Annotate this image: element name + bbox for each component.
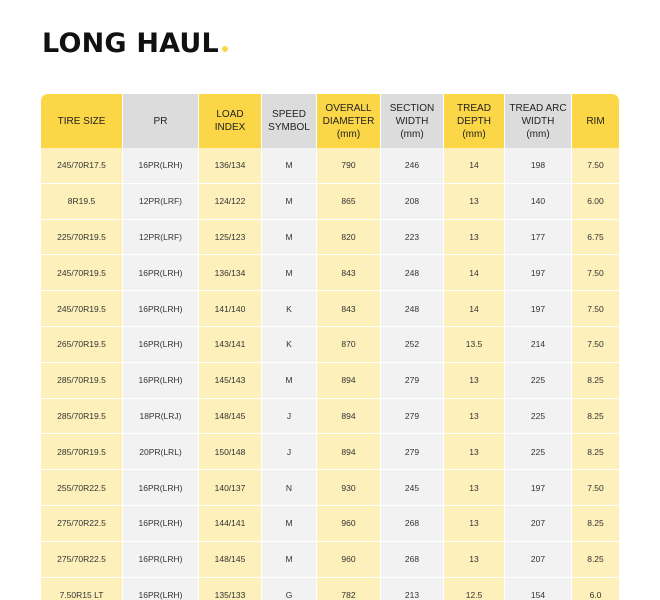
cell-load-index: 136/134	[199, 255, 262, 291]
header-line: TREAD ARC	[509, 102, 567, 114]
table-body	[41, 148, 619, 600]
cell-pr: 16PR(LRH)	[123, 291, 199, 327]
cell-load-index: 135/133	[199, 578, 262, 600]
table-row	[41, 363, 619, 399]
cell-overall-diameter: 843	[317, 291, 381, 327]
cell-section-width: 223	[381, 220, 444, 256]
cell-rim: 6.00	[572, 184, 619, 220]
cell-overall-diameter: 782	[317, 578, 381, 600]
cell-tread-arc-width: 197	[505, 291, 572, 327]
cell-overall-diameter: 894	[317, 434, 381, 470]
cell-load-index: 148/145	[199, 542, 262, 578]
cell-overall-diameter: 960	[317, 542, 381, 578]
cell-section-width: 279	[381, 399, 444, 435]
cell-tread-depth: 12.5	[444, 578, 505, 600]
cell-tire-size: 8R19.5	[41, 184, 123, 220]
header-load-index	[199, 94, 262, 148]
cell-load-index: 144/141	[199, 506, 262, 542]
cell-section-width: 248	[381, 291, 444, 327]
cell-section-width: 208	[381, 184, 444, 220]
cell-load-index: 145/143	[199, 363, 262, 399]
header-overall-diameter	[317, 94, 381, 148]
cell-speed-symbol: M	[262, 255, 317, 291]
cell-tire-size: 245/70R19.5	[41, 255, 123, 291]
cell-section-width: 279	[381, 363, 444, 399]
header-line: (mm)	[400, 128, 424, 140]
header-line: TREAD	[457, 102, 491, 114]
cell-pr: 16PR(LRH)	[123, 506, 199, 542]
header-rim	[572, 94, 619, 148]
table-row	[41, 255, 619, 291]
cell-speed-symbol: J	[262, 434, 317, 470]
table-row	[41, 220, 619, 256]
cell-tread-depth: 13	[444, 542, 505, 578]
cell-pr: 12PR(LRF)	[123, 220, 199, 256]
cell-tread-depth: 13	[444, 434, 505, 470]
table-row	[41, 506, 619, 542]
cell-rim: 6.0	[572, 578, 619, 600]
table-row	[41, 327, 619, 363]
cell-pr: 16PR(LRH)	[123, 148, 199, 184]
cell-section-width: 248	[381, 255, 444, 291]
cell-speed-symbol: M	[262, 148, 317, 184]
cell-speed-symbol: K	[262, 327, 317, 363]
header-line: DIAMETER	[322, 115, 375, 127]
cell-tire-size: 285/70R19.5	[41, 363, 123, 399]
cell-load-index: 136/134	[199, 148, 262, 184]
table-row	[41, 542, 619, 578]
cell-tread-arc-width: 177	[505, 220, 572, 256]
cell-tread-arc-width: 207	[505, 506, 572, 542]
cell-tread-depth: 13	[444, 470, 505, 506]
cell-tire-size: 265/70R19.5	[41, 327, 123, 363]
header-line: TIRE SIZE	[57, 115, 106, 127]
header-tread-arc-width	[505, 94, 572, 148]
cell-speed-symbol: J	[262, 399, 317, 435]
header-tire-size	[41, 94, 123, 148]
header-line: INDEX	[214, 122, 246, 133]
cell-tread-depth: 14	[444, 148, 505, 184]
header-line: SPEED	[272, 109, 306, 120]
title-accent-dot	[222, 46, 228, 52]
cell-tread-arc-width: 140	[505, 184, 572, 220]
cell-load-index: 125/123	[199, 220, 262, 256]
cell-pr: 16PR(LRH)	[123, 363, 199, 399]
header-line: WIDTH	[521, 115, 555, 127]
cell-load-index: 141/140	[199, 291, 262, 327]
table-row	[41, 434, 619, 470]
cell-tire-size: 245/70R17.5	[41, 148, 123, 184]
cell-rim: 8.25	[572, 399, 619, 435]
cell-overall-diameter: 843	[317, 255, 381, 291]
cell-rim: 7.50	[572, 148, 619, 184]
cell-section-width: 268	[381, 542, 444, 578]
table-header-row	[41, 94, 619, 148]
header-line: RIM	[586, 115, 605, 127]
cell-section-width: 246	[381, 148, 444, 184]
cell-section-width: 268	[381, 506, 444, 542]
cell-tread-arc-width: 225	[505, 363, 572, 399]
page-title: LONG HAUL	[42, 28, 219, 59]
cell-overall-diameter: 894	[317, 363, 381, 399]
cell-tread-depth: 14	[444, 291, 505, 327]
cell-tire-size: 225/70R19.5	[41, 220, 123, 256]
header-line: (mm)	[462, 128, 486, 140]
cell-rim: 8.25	[572, 363, 619, 399]
cell-tread-arc-width: 225	[505, 434, 572, 470]
header-section-width	[381, 94, 444, 148]
cell-tread-depth: 13	[444, 506, 505, 542]
cell-speed-symbol: G	[262, 578, 317, 600]
cell-tire-size: 285/70R19.5	[41, 434, 123, 470]
cell-pr: 18PR(LRJ)	[123, 399, 199, 435]
cell-speed-symbol: K	[262, 291, 317, 327]
table-row	[41, 399, 619, 435]
cell-pr: 12PR(LRF)	[123, 184, 199, 220]
cell-pr: 20PR(LRL)	[123, 434, 199, 470]
cell-tread-arc-width: 197	[505, 470, 572, 506]
cell-tire-size: 255/70R22.5	[41, 470, 123, 506]
page-title-block	[42, 30, 228, 57]
cell-rim: 7.50	[572, 470, 619, 506]
cell-tread-depth: 13	[444, 220, 505, 256]
cell-pr: 16PR(LRH)	[123, 470, 199, 506]
table-row	[41, 470, 619, 506]
cell-rim: 7.50	[572, 255, 619, 291]
cell-tread-depth: 13	[444, 363, 505, 399]
cell-speed-symbol: M	[262, 363, 317, 399]
cell-rim: 8.25	[572, 506, 619, 542]
table-row	[41, 184, 619, 220]
cell-tread-arc-width: 207	[505, 542, 572, 578]
cell-tread-arc-width: 197	[505, 255, 572, 291]
cell-load-index: 148/145	[199, 399, 262, 435]
cell-rim: 6.75	[572, 220, 619, 256]
table-row	[41, 148, 619, 184]
cell-tread-arc-width: 198	[505, 148, 572, 184]
cell-speed-symbol: M	[262, 220, 317, 256]
table-row	[41, 291, 619, 327]
header-pr	[123, 94, 199, 148]
table-row	[41, 578, 619, 600]
header-line: PR	[153, 115, 168, 127]
cell-speed-symbol: M	[262, 542, 317, 578]
header-line: LOAD	[216, 109, 244, 120]
cell-tire-size: 245/70R19.5	[41, 291, 123, 327]
header-line: (mm)	[526, 128, 550, 140]
cell-section-width: 245	[381, 470, 444, 506]
header-line: (mm)	[336, 128, 361, 140]
cell-section-width: 279	[381, 434, 444, 470]
cell-section-width: 213	[381, 578, 444, 600]
cell-overall-diameter: 870	[317, 327, 381, 363]
cell-load-index: 150/148	[199, 434, 262, 470]
cell-overall-diameter: 820	[317, 220, 381, 256]
cell-speed-symbol: N	[262, 470, 317, 506]
cell-section-width: 252	[381, 327, 444, 363]
spec-table	[41, 94, 619, 600]
cell-speed-symbol: M	[262, 506, 317, 542]
cell-overall-diameter: 960	[317, 506, 381, 542]
cell-tread-arc-width: 154	[505, 578, 572, 600]
cell-overall-diameter: 894	[317, 399, 381, 435]
header-line: SYMBOL	[268, 122, 310, 133]
spec-table-container	[41, 94, 619, 600]
cell-load-index: 143/141	[199, 327, 262, 363]
cell-tire-size: 7.50R15 LT	[41, 578, 123, 600]
cell-tread-depth: 14	[444, 255, 505, 291]
cell-rim: 8.25	[572, 542, 619, 578]
cell-tread-arc-width: 225	[505, 399, 572, 435]
cell-load-index: 140/137	[199, 470, 262, 506]
cell-tread-arc-width: 214	[505, 327, 572, 363]
cell-tread-depth: 13	[444, 399, 505, 435]
cell-tire-size: 285/70R19.5	[41, 399, 123, 435]
cell-speed-symbol: M	[262, 184, 317, 220]
header-line: DEPTH	[457, 115, 491, 127]
cell-pr: 16PR(LRH)	[123, 578, 199, 600]
cell-rim: 7.50	[572, 327, 619, 363]
cell-tire-size: 275/70R22.5	[41, 542, 123, 578]
cell-overall-diameter: 790	[317, 148, 381, 184]
header-speed-symbol	[262, 94, 317, 148]
cell-load-index: 124/122	[199, 184, 262, 220]
cell-rim: 8.25	[572, 434, 619, 470]
header-line: OVERALL	[325, 102, 372, 114]
cell-pr: 16PR(LRH)	[123, 327, 199, 363]
header-line: WIDTH	[395, 115, 429, 127]
cell-overall-diameter: 865	[317, 184, 381, 220]
cell-rim: 7.50	[572, 291, 619, 327]
header-line: SECTION	[389, 102, 435, 114]
cell-tire-size: 275/70R22.5	[41, 506, 123, 542]
cell-pr: 16PR(LRH)	[123, 542, 199, 578]
cell-overall-diameter: 930	[317, 470, 381, 506]
header-tread-depth	[444, 94, 505, 148]
cell-tread-depth: 13	[444, 184, 505, 220]
cell-pr: 16PR(LRH)	[123, 255, 199, 291]
cell-tread-depth: 13.5	[444, 327, 505, 363]
